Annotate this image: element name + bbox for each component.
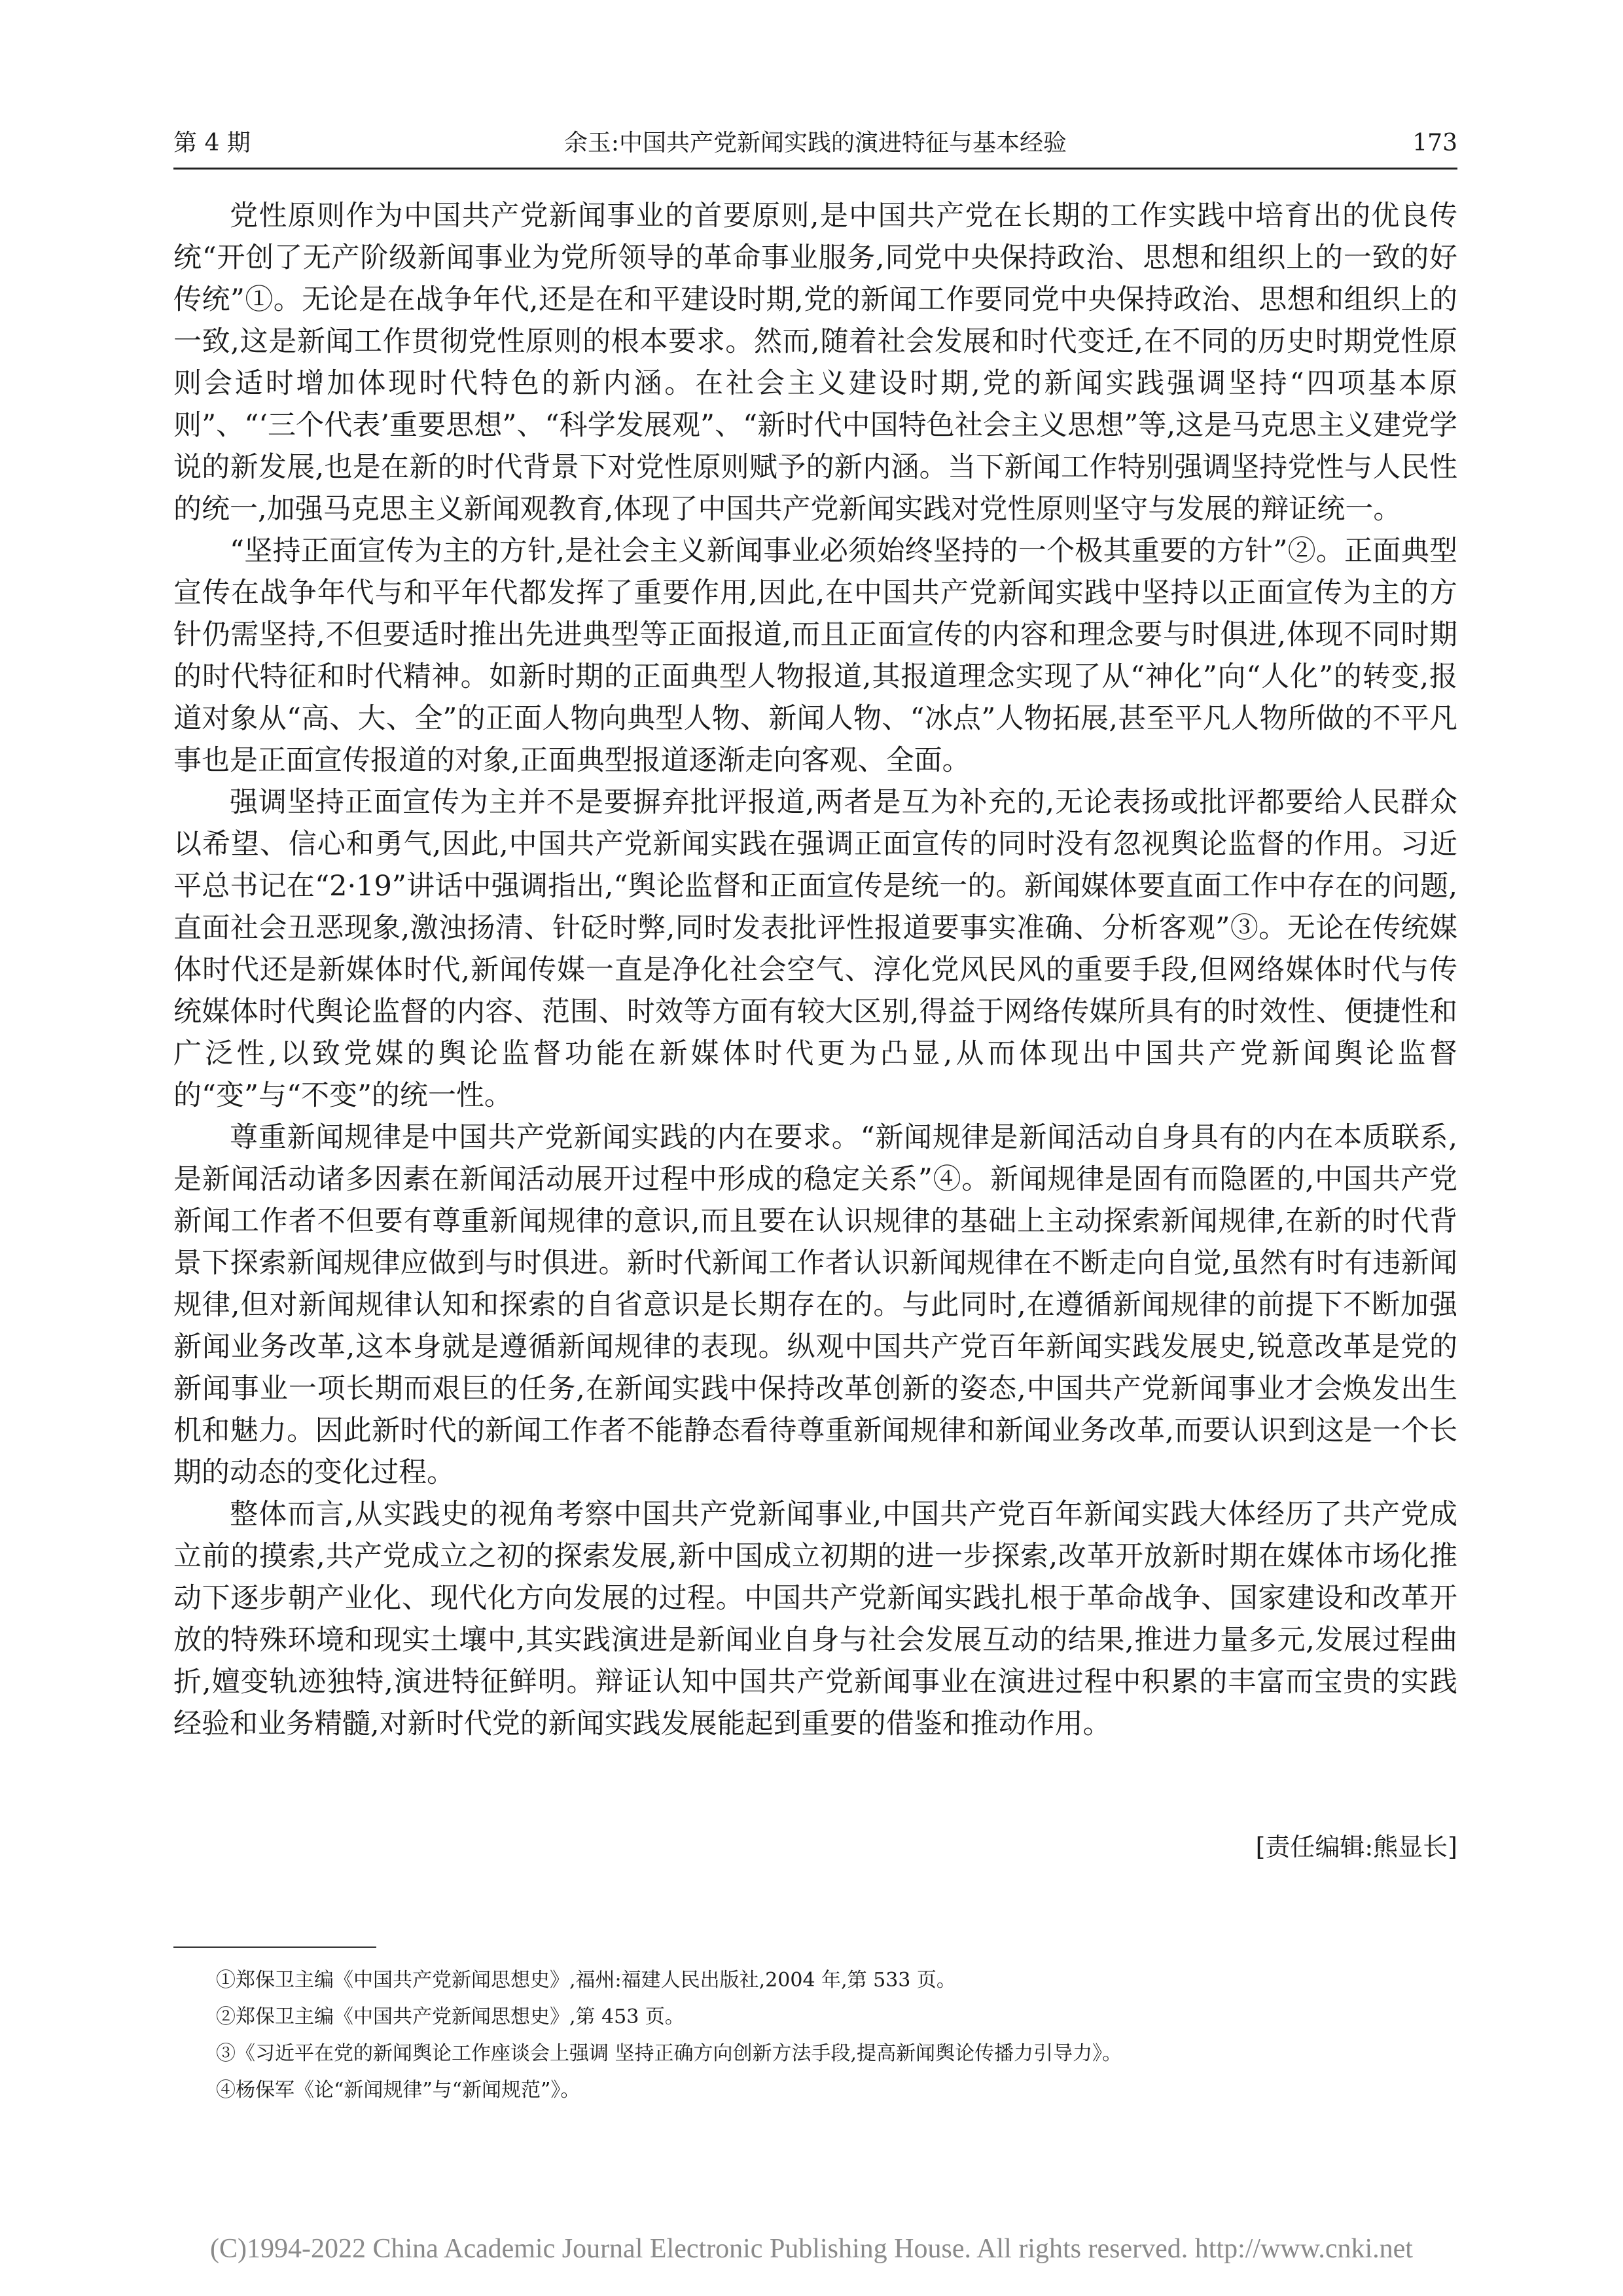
running-title: 余玉:中国共产党新闻实践的演进特征与基本经验 (563, 130, 1067, 156)
body-paragraph: 强调坚持正面宣传为主并不是要摒弃批评报道,两者是互为补充的,无论表扬或批评都要给人民群众以希望、信心和勇气,因此,中国共产党新闻实践在强调正面宣传的同时没有忽视舆论监督的作用。习近平总书记在“2·19”讲话中强调指出,“舆论监督和正面宣传是统一的。新闻媒体要直面工作中存在的问题,直面社会丑恶现象,激浊扬清、针砭时弊,同时发表批评性报道要事实准确、分析客观”③。无论在传统媒体时代还是新媒体时代,新闻传媒一直是净化社会空气、淳化党风民风的重要手段,但网络媒体时代与传统媒体时代舆论监督的内容、范围、时效等方面有较大区别,得益于网络传媒所具有的时效性、便捷性和广泛性,以致党媒的舆论监督功能在新媒体时代更为凸显,从而体现出中国共产党新闻舆论监督的“变”与“不变”的统一性。 (173, 786, 1457, 1112)
issue-number: 第 4 期 (173, 130, 251, 156)
footnote: ④杨保军《论“新闻规律”与“新闻规范”》。 (216, 2079, 580, 2102)
footnotes (216, 1962, 1453, 2109)
body-paragraph: “坚持正面宣传为主的方针,是社会主义新闻事业必须始终坚持的一个极其重要的方针”②。正面典型宣传在战争年代与和平年代都发挥了重要作用,因此,在中国共产党新闻实践中坚持以正面宣传为主的方针仍需坚持,不但要适时推出先进典型等正面报道,而且正面宣传的内容和理念要与时俱进,体现不同时期的时代特征和时代精神。如新时期的正面典型人物报道,其报道理念实现了从“神化”向“人化”的转变,报道对象从“高、大、全”的正面人物向典型人物、新闻人物、“冰点”人物拓展,甚至平凡人物所做的不平凡事也是正面宣传报道的对象,正面典型报道逐渐走向客观、全面。 (173, 535, 1457, 777)
footnote: ①郑保卫主编《中国共产党新闻思想史》,福州:福建人民出版社,2004 年,第 533 页。 (216, 1969, 956, 1992)
page-number: 173 (1412, 130, 1457, 156)
copyright-notice: (C)1994-2022 China Academic Journal Electronic Publishing House. All rights reserved. http://www.cnki.net (210, 2234, 1413, 2264)
body-paragraph: 党性原则作为中国共产党新闻事业的首要原则,是中国共产党在长期的工作实践中培育出的优良传统“开创了无产阶级新闻事业为党所领导的革命事业服务,同党中央保持政治、思想和组织上的一致的好传统”①。无论是在战争年代,还是在和平建设时期,党的新闻工作要同党中央保持政治、思想和组织上的一致,这是新闻工作贯彻党性原则的根本要求。然而,随着社会发展和时代变迁,在不同的历史时期党性原则会适时增加体现时代特色的新内涵。在社会主义建设时期,党的新闻实践强调坚持“四项基本原则”、“‘三个代表’重要思想”、“科学发展观”、“新时代中国特色社会主义思想”等,这是马克思主义建党学说的新发展,也是在新的时代背景下对党性原则赋予的新内涵。当下新闻工作特别强调坚持党性与人民性的统一,加强马克思主义新闻观教育,体现了中国共产党新闻实践对党性原则坚守与发展的辩证统一。 (173, 200, 1457, 526)
editor-credit: [责任编辑:熊显长] (1255, 1833, 1457, 1861)
footnote: ③《习近平在党的新闻舆论工作座谈会上强调 坚持正确方向创新方法手段,提高新闻舆论传播力引导力》。 (216, 2042, 1122, 2065)
body-paragraph: 尊重新闻规律是中国共产党新闻实践的内在要求。“新闻规律是新闻活动自身具有的内在本质联系,是新闻活动诸多因素在新闻活动展开过程中形成的稳定关系”④。新闻规律是固有而隐匿的,中国共产党新闻工作者不但要有尊重新闻规律的意识,而且要在认识规律的基础上主动探索新闻规律,在新的时代背景下探索新闻规律应做到与时俱进。新时代新闻工作者认识新闻规律在不断走向自觉,虽然有时有违新闻规律,但对新闻规律认知和探索的自省意识是长期存在的。与此同时,在遵循新闻规律的前提下不断加强新闻业务改革,这本身就是遵循新闻规律的表现。纵观中国共产党百年新闻实践发展史,锐意改革是党的新闻事业一项长期而艰巨的任务,在新闻实践中保持改革创新的姿态,中国共产党新闻事业才会焕发出生机和魅力。因此新时代的新闻工作者不能静态看待尊重新闻规律和新闻业务改革,而要认识到这是一个长期的动态的变化过程。 (173, 1121, 1457, 1489)
body-paragraph: 整体而言,从实践史的视角考察中国共产党新闻事业,中国共产党百年新闻实践大体经历了共产党成立前的摸索,共产党成立之初的探索发展,新中国成立初期的进一步探索,改革开放新时期在媒体市场化推动下逐步朝产业化、现代化方向发展的过程。中国共产党新闻实践扎根于革命战争、国家建设和改革开放的特殊环境和现实土壤中,其实践演进是新闻业自身与社会发展互动的结果,推进力量多元,发展过程曲折,嬗变轨迹独特,演进特征鲜明。辩证认知中国共产党新闻事业在演进过程中积累的丰富而宝贵的实践经验和业务精髓,对新时代党的新闻实践发展能起到重要的借鉴和推动作用。 (173, 1498, 1457, 1740)
running-header (173, 126, 1457, 170)
footnote: ②郑保卫主编《中国共产党新闻思想史》,第 453 页。 (216, 2005, 685, 2028)
footnote-divider (173, 1946, 376, 1948)
article-body (173, 195, 1457, 1745)
